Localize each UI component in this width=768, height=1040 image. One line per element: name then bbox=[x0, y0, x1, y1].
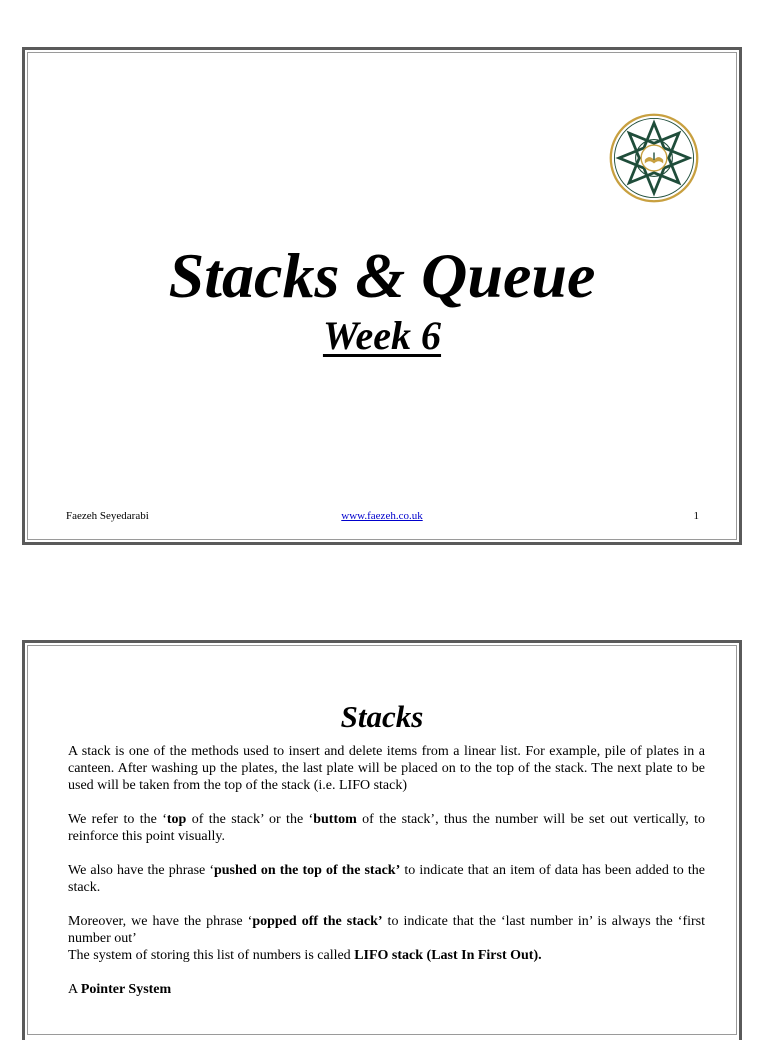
body-text bbox=[68, 743, 705, 1015]
footer-website bbox=[25, 509, 739, 523]
paragraph-3: We also have the phrase ‘pushed on the top of the stack’ to indicate that an item of data has been added to the stack. bbox=[68, 863, 705, 895]
footer-author: Faezeh Seyedarabi bbox=[66, 510, 149, 522]
paragraph-1: A stack is one of the methods used to insert and delete items from a linear list. For example, pile of plates in a canteen. After washing up the plates, the last plate will be placed on to the top of the stack. The next plate to be used will be taken from the top of the stack (i.e. LIFO stack) bbox=[68, 744, 705, 793]
paragraph-2: We refer to the ‘top of the stack’ or the ‘buttom of the stack’, thus the number will be set out vertically, to reinforce this point visually. bbox=[68, 812, 705, 844]
islamic-star-emblem-icon bbox=[608, 112, 700, 204]
paragraph-6: A Pointer System bbox=[68, 982, 172, 997]
slide-2 bbox=[22, 640, 742, 1040]
paragraph-5: The system of storing this list of numbers is called LIFO stack (Last In First Out). bbox=[68, 948, 542, 963]
week-label: Week 6 bbox=[322, 313, 442, 358]
slide-title: Stacks & Queue bbox=[168, 240, 596, 311]
footer-page-number: 1 bbox=[693, 510, 699, 522]
slide-subtitle bbox=[25, 312, 739, 360]
paragraph-4: Moreover, we have the phrase ‘popped off the stack’ to indicate that the ‘last number in’ is always the ‘first number out’ bbox=[68, 914, 706, 946]
slide-1 bbox=[22, 47, 742, 545]
website-link[interactable]: www.faezeh.co.uk bbox=[341, 510, 423, 522]
section-title: Stacks bbox=[340, 699, 424, 734]
